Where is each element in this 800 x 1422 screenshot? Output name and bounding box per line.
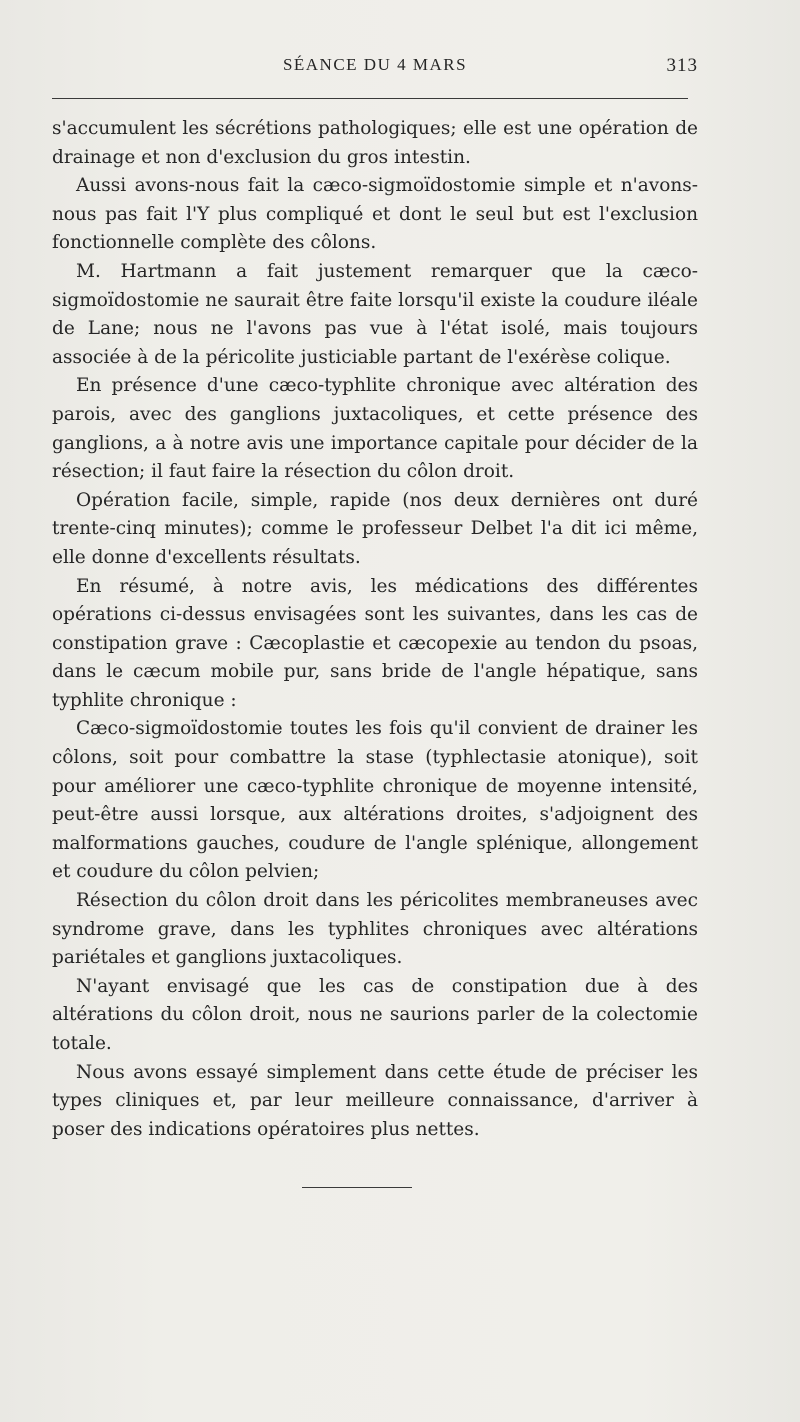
running-header — [52, 55, 698, 81]
paragraph-8: Résection du côlon droit dans les péricolites membraneuses avec syndrome grave, dans les typhlites chroniques avec altérations pariétales et ganglions juxtacoliques. — [52, 890, 698, 969]
paragraph-6: En résumé, à notre avis, les médications des différentes opérations ci-dessus envisagées sont les suivantes, dans les cas de constipation grave : Cæcoplastie et cæcopexie au tendon du psoas, dans le cæcum mobile pur, sans bride de l'angle hépatique, sans typhlite chronique : — [52, 575, 698, 711]
paragraph-5: Opération facile, simple, rapide (nos deux dernières ont duré trente-cinq minutes); comme le professeur Delbet l'a dit ici même, elle donne d'excellents résultats. — [52, 489, 698, 568]
paragraph-2: Aussi avons-nous fait la cæco-sigmoïdostomie simple et n'avons-nous pas fait l'Y plus compliqué et dont le seul but est l'exclusion fonctionnelle complète des côlons. — [52, 175, 698, 254]
paragraph-1: s'accumulent les sécrétions pathologiques; elle est une opération de drainage et non d'exclusion du gros intestin. — [52, 118, 698, 168]
paragraph-7: Cæco-sigmoïdostomie toutes les fois qu'il convient de drainer les côlons, soit pour combattre la stase (typhlectasie atonique), soit pour améliorer une cæco-typhlite chronique de moyenne intensité, peut-être aussi lorsque, aux altérations droites, s'adjoignent des malformations gauches, coudure de l'angle splénique, allongement et coudure du côlon pelvien; — [52, 718, 698, 883]
page-number: 313 — [666, 55, 698, 76]
paragraph-3: M. Hartmann a fait justement remarquer que la cæco-sigmoïdostomie ne saurait être faite lorsqu'il existe la coudure iléale de Lane; nous ne l'avons pas vue à l'état isolé, mais toujours associée à de la péricolite justiciable partant de l'exérèse colique. — [52, 260, 698, 368]
paragraph-10: Nous avons essayé simplement dans cette étude de préciser les types cliniques et, par leur meilleure connaissance, d'arriver à poser des indications opératoires plus nettes. — [52, 1061, 698, 1140]
header-rule — [52, 98, 688, 99]
paragraph-9: N'ayant envisagé que les cas de constipation due à des altérations du côlon droit, nous ne saurions parler de la colectomie totale. — [52, 975, 698, 1054]
header-title: SÉANCE DU 4 MARS — [282, 55, 468, 74]
paragraph-4: En présence d'une cæco-typhlite chronique avec altération des parois, avec des ganglions juxtacoliques, et cette présence des ganglions, a à notre avis une importance capitale pour décider de la résection; il faut faire la résection du côlon droit. — [52, 375, 698, 483]
end-rule — [302, 1187, 412, 1188]
body-text — [52, 115, 698, 1144]
